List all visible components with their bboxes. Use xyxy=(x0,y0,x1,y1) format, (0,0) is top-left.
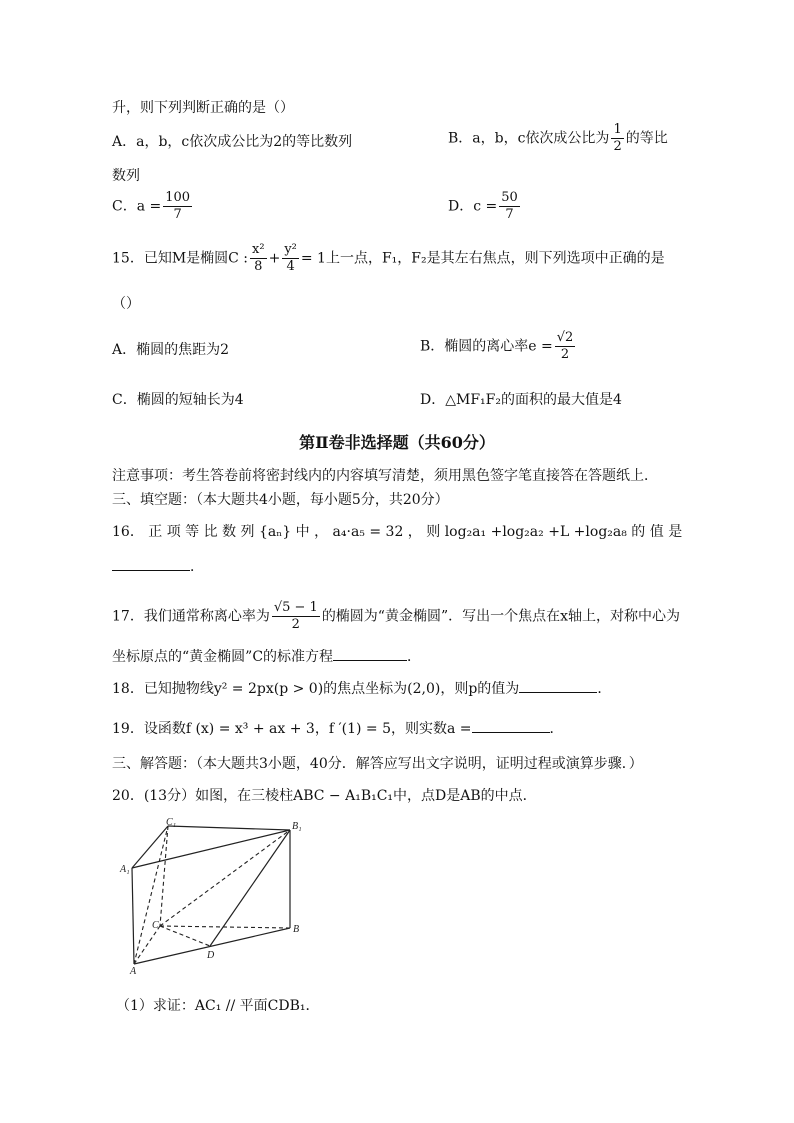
edge-c-b1 xyxy=(160,830,290,926)
label-b: B xyxy=(293,924,300,935)
q16-stem: 16． 正 项 等 比 数 列 {aₙ} 中 ， a₄·a₅ = 32 ， 则 log₂a₁ +log₂a₂ +L +log₂a₈ 的 值 是 xyxy=(112,524,683,540)
q15-stem: 15．已知M是椭圆C : $\frac{\text{x²}}{8}$ + $\frac{\text{y²}}{4}$ = 1上一点，F₁，F₂是其左右焦点，则下列选项中正确的是 xyxy=(112,242,665,274)
q14-option-c: C．a = $\frac{100}{7}$ xyxy=(112,190,191,222)
q15-fraction-x: $\frac{\text{x²}}{8}$ xyxy=(252,242,265,274)
edge-c1-b1 xyxy=(168,826,290,830)
fill-in-header: 三、填空题：（本大题共4小题，每小题5分，共20分） xyxy=(112,492,449,508)
q17-stem: 17．我们通常称离心率为 $\frac{√5 - 1}{2}$ 的椭圆为“黄金椭圆”．写出一个焦点在x轴上，对称中心为 xyxy=(112,600,681,632)
edge-c-b xyxy=(160,926,290,928)
prism-figure xyxy=(116,816,316,978)
section-notice: 注意事项：考生答卷前将密封线内的内容填写清楚，须用黑色签字笔直接答在答题纸上． xyxy=(112,468,658,484)
q17-line2: 坐标原点的“黄金椭圆”C的标准方程 ． xyxy=(112,646,421,667)
label-c: C xyxy=(152,920,159,931)
q15-stem-wrap: （） xyxy=(112,296,140,312)
q19-stem: 19．设函数f (x) = x³ + ax + 3，f ′(1) = 5，则实数a = ． xyxy=(112,718,564,739)
q15-option-a: A．椭圆的焦距为2 xyxy=(112,342,230,358)
section-title: 第Ⅱ卷非选择题（共60分） xyxy=(299,433,495,452)
q14-option-b-fraction: $\frac{1}{2}$ xyxy=(613,122,622,154)
label-a: A xyxy=(130,966,137,977)
q17-fraction: $\frac{√5 - 1}{2}$ xyxy=(273,600,318,632)
q20-part1: （1）求证：AC₁ // 平面CDB₁． xyxy=(116,998,320,1014)
label-b1: B₁ xyxy=(292,821,302,832)
edge-a1-a xyxy=(132,868,134,964)
q14-option-a: A．a，b，c依次成公比为2的等比数列 xyxy=(112,134,353,150)
answer-header: 三、解答题：（本大题共3小题，40分．解答应写出文字说明，证明过程或演算步骤．） xyxy=(112,756,643,772)
q14-option-d: D．c = $\frac{50}{7}$ xyxy=(448,190,518,222)
q15-option-b-fraction: $\frac{√2}{2}$ xyxy=(556,330,574,362)
q14-option-c-fraction: $\frac{100}{7}$ xyxy=(165,190,191,222)
label-a1: A₁ xyxy=(120,864,130,875)
q16-answer-blank xyxy=(112,556,190,571)
q18-stem: 18．已知抛物线y² = 2px(p > 0)的焦点坐标为(2,0)，则p的值为 ． xyxy=(112,678,611,699)
q20-stem: 20．(13分）如图，在三棱柱ABC − A₁B₁C₁中，点D是AB的中点． xyxy=(112,788,537,804)
label-d: D xyxy=(207,950,215,961)
q14-option-b: B．a，b，c依次成公比为 $\frac{1}{2}$ 的等比 xyxy=(448,122,668,154)
q15-fraction-y: $\frac{\text{y²}}{4}$ xyxy=(284,242,297,274)
q17-answer-blank xyxy=(333,646,407,661)
label-c1: C₁ xyxy=(166,817,177,828)
edge-b1-d xyxy=(210,830,290,946)
q14-option-b-wrap: 数列 xyxy=(112,168,140,184)
q14-stem-tail: 升，则下列判断正确的是（） xyxy=(112,100,294,116)
q15-option-b: B．椭圆的离心率e = $\frac{√2}{2}$ xyxy=(420,330,574,362)
q14-option-d-fraction: $\frac{50}{7}$ xyxy=(501,190,518,222)
q18-answer-blank xyxy=(519,678,597,693)
q16-answer-line: ． xyxy=(112,556,204,577)
edge-c-d xyxy=(160,926,210,946)
q19-answer-blank xyxy=(472,718,550,733)
q15-option-c: C．椭圆的短轴长为4 xyxy=(112,392,244,408)
edge-a1-b1 xyxy=(132,830,290,868)
q15-option-d: D．△MF₁F₂的面积的最大值是4 xyxy=(420,392,622,408)
